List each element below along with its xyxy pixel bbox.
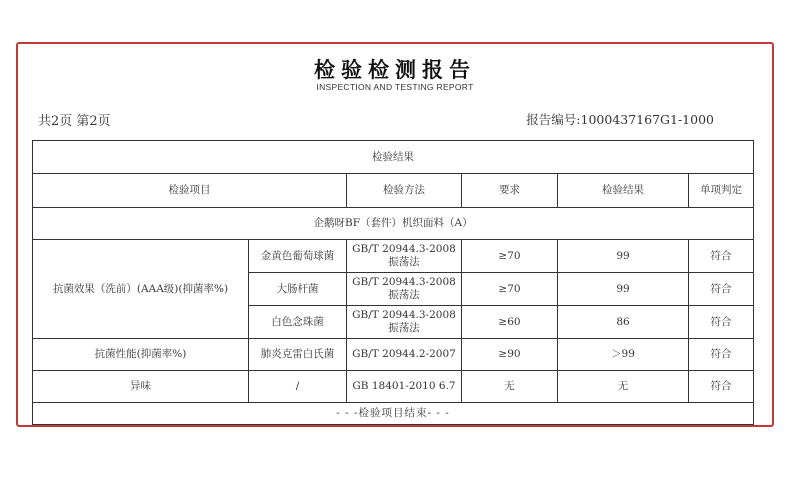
verdict-cell: 符合 bbox=[689, 240, 754, 273]
method-cell: GB/T 20944.3-2008 振荡法 bbox=[347, 240, 462, 273]
organism-cell: 白色念珠菌 bbox=[249, 306, 347, 339]
col-header-requirement: 要求 bbox=[462, 174, 558, 208]
organism-cell: / bbox=[249, 371, 347, 403]
requirement-cell: ≥90 bbox=[462, 339, 558, 371]
item-label: 抗菌效果（洗前）(AAA级)(抑菌率%) bbox=[33, 240, 249, 339]
organism-cell: 大肠杆菌 bbox=[249, 273, 347, 306]
organism-cell: 肺炎克雷白氏菌 bbox=[249, 339, 347, 371]
report-number: 报告编号:1000437167G1-1000 bbox=[526, 112, 714, 127]
end-marker: - - -检验项目结束- - - bbox=[33, 403, 754, 425]
table-row bbox=[33, 339, 754, 371]
verdict-cell: 符合 bbox=[689, 371, 754, 403]
organism-cell: 金黄色葡萄球菌 bbox=[249, 240, 347, 273]
method-cell: GB 18401-2010 6.7 bbox=[347, 371, 462, 403]
table-row bbox=[33, 371, 754, 403]
method-cell: GB/T 20944.3-2008 振荡法 bbox=[347, 273, 462, 306]
verdict-cell: 符合 bbox=[689, 306, 754, 339]
report-frame bbox=[16, 42, 774, 427]
result-cell: 无 bbox=[558, 371, 689, 403]
method-cell: GB/T 20944.3-2008 振荡法 bbox=[347, 306, 462, 339]
verdict-cell: 符合 bbox=[689, 339, 754, 371]
table-row bbox=[33, 240, 754, 273]
result-cell: 99 bbox=[558, 273, 689, 306]
page-info: 共2页 第2页 bbox=[38, 114, 111, 129]
sample-name: 企鹅呀BF（套件）机织面料（A） bbox=[33, 208, 754, 240]
col-header-result: 检验结果 bbox=[558, 174, 689, 208]
result-cell: ＞99 bbox=[558, 339, 689, 371]
col-header-verdict: 单项判定 bbox=[689, 174, 754, 208]
verdict-cell: 符合 bbox=[689, 273, 754, 306]
requirement-cell: ≥70 bbox=[462, 273, 558, 306]
col-header-item: 检验项目 bbox=[33, 174, 347, 208]
table-header-row bbox=[33, 174, 754, 208]
result-cell: 99 bbox=[558, 240, 689, 273]
results-table bbox=[32, 140, 754, 425]
end-marker-row bbox=[33, 403, 754, 425]
item-label: 抗菌性能(抑菌率%) bbox=[33, 339, 249, 371]
report-subtitle: INSPECTION AND TESTING REPORT bbox=[316, 82, 474, 92]
col-header-method: 检验方法 bbox=[347, 174, 462, 208]
section-header: 检验结果 bbox=[33, 141, 754, 174]
item-label: 异味 bbox=[33, 371, 249, 403]
requirement-cell: ≥70 bbox=[462, 240, 558, 273]
method-cell: GB/T 20944.2-2007 bbox=[347, 339, 462, 371]
requirement-cell: 无 bbox=[462, 371, 558, 403]
report-title: 检验检测报告 bbox=[314, 58, 476, 82]
result-cell: 86 bbox=[558, 306, 689, 339]
table-section-header-row bbox=[33, 141, 754, 174]
requirement-cell: ≥60 bbox=[462, 306, 558, 339]
sample-row bbox=[33, 208, 754, 240]
